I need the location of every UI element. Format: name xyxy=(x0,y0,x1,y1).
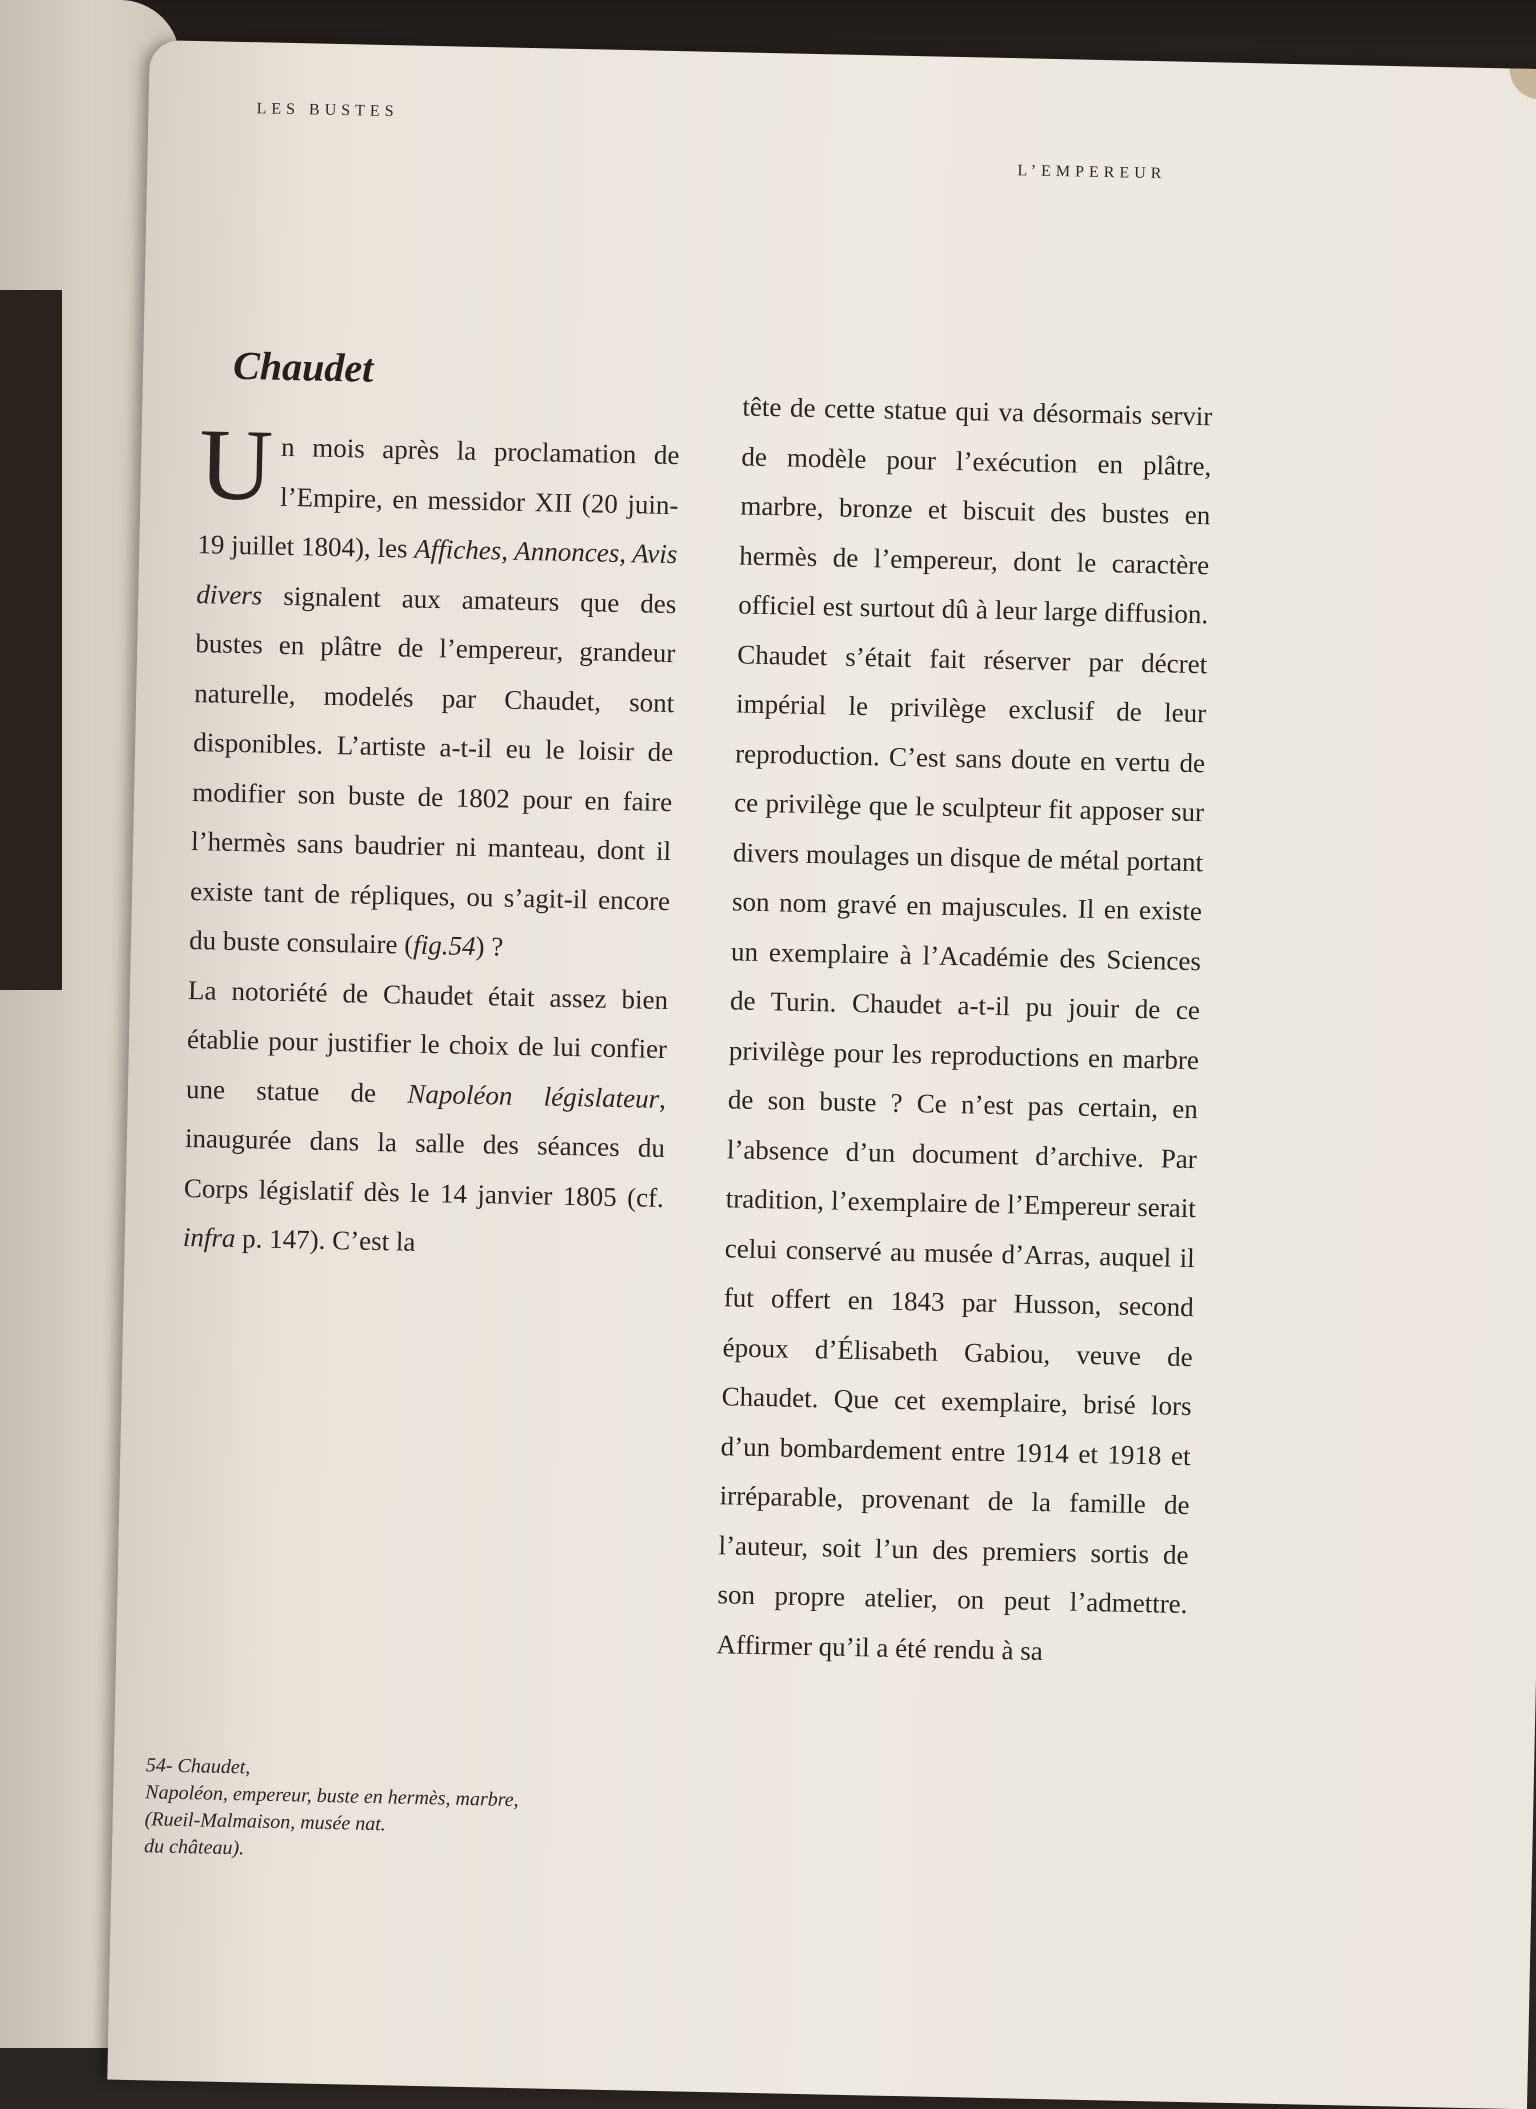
caption-line-1: 54- Chaudet, xyxy=(145,1754,251,1779)
p1-italic-title: Affiches, Annonces, Avis divers xyxy=(196,533,678,610)
paragraph-2 xyxy=(182,966,668,1273)
running-header-right: L’EMPEREUR xyxy=(1017,162,1167,183)
caption-line-4: du château). xyxy=(143,1835,245,1860)
p2-text-c: , inaugurée dans la salle des séances du Corps législatif dès le 14 janvier 1805 (cf. xyxy=(183,1083,667,1213)
book-page xyxy=(107,40,1536,2109)
p2-text-e: p. 147). C’est la xyxy=(235,1223,416,1257)
drop-cap: U xyxy=(197,408,274,523)
right-column: tête de cette statue qui va désormais servir de modèle pour l’exécution en plâtre, marbre, bronze et biscuit des bustes en hermès de l’empereur, dont le caractère officiel est surtout dû à leur large diffusion. Chaudet s’était fait réserver par décret impérial le privilège exclusif de leur reproduction. C’est sans doute en vertu de ce privilège que le sculpteur fit apposer sur divers moulages un disque de métal portant son nom gravé en majuscules. Il en existe un exemplaire à l’Académie des Sciences de Turin. Chaudet a-t-il pu jouir de ce privilège pour les reproductions en marbre de son buste ? Ce n’est pas certain, en l’absence d’un document d’archive. Par tradition, l’exemplaire de l’Empereur serait celui conservé au musée d’Arras, auquel il fut offert en 1843 par Husson, second époux d’Élisabeth Gabiou, veuve de Chaudet. Que cet exemplaire, brisé lors d’un bombardement entre 1914 et 1918 et irréparable, provenant de la famille de l’auteur, soit l’un des premiers sortis de son propre atelier, on peut l’admettre. Affirmer qu’il a été rendu à sa xyxy=(716,391,1213,1666)
section-title: Chaudet xyxy=(232,342,374,391)
p2-italic-title: Napoléon législateur xyxy=(407,1078,660,1114)
p1-text-a: n mois après la proclamation de l’Empire, en messidor XII (20 juin-19 juillet 1804), les xyxy=(197,431,680,564)
figure-caption xyxy=(144,1752,666,1871)
page-corner xyxy=(1509,68,1536,99)
facing-page-image-edge xyxy=(0,290,62,990)
left-column xyxy=(182,408,680,1272)
running-header-left: LES BUSTES xyxy=(256,100,399,121)
p1-text-e: ) ? xyxy=(475,931,504,962)
caption-line-3: (Rueil-Malmaison, musée nat. xyxy=(144,1808,386,1836)
p1-text-c: signalent aux amateurs que des bustes en plâtre de l’empereur, grandeur naturelle, modelés par Chaudet, sont disponibles. L’artiste a-t-il eu le loisir de modifier son buste de 1802 pour en faire l’hermès sans baudrier ni manteau, dont il existe tant de répliques, ou s’agit-il encore du buste consulaire ( xyxy=(188,579,677,960)
paragraph-1 xyxy=(188,408,680,975)
caption-line-2: Napoléon, empereur, buste en hermès, marbre, xyxy=(145,1781,519,1812)
p2-italic-infra: infra xyxy=(182,1221,236,1254)
figure-reference: fig.54 xyxy=(412,929,476,962)
p2-text-a: La notoriété de Chaudet était assez bien établie pour justifier le choix de lui confier une statue de xyxy=(185,974,669,1109)
